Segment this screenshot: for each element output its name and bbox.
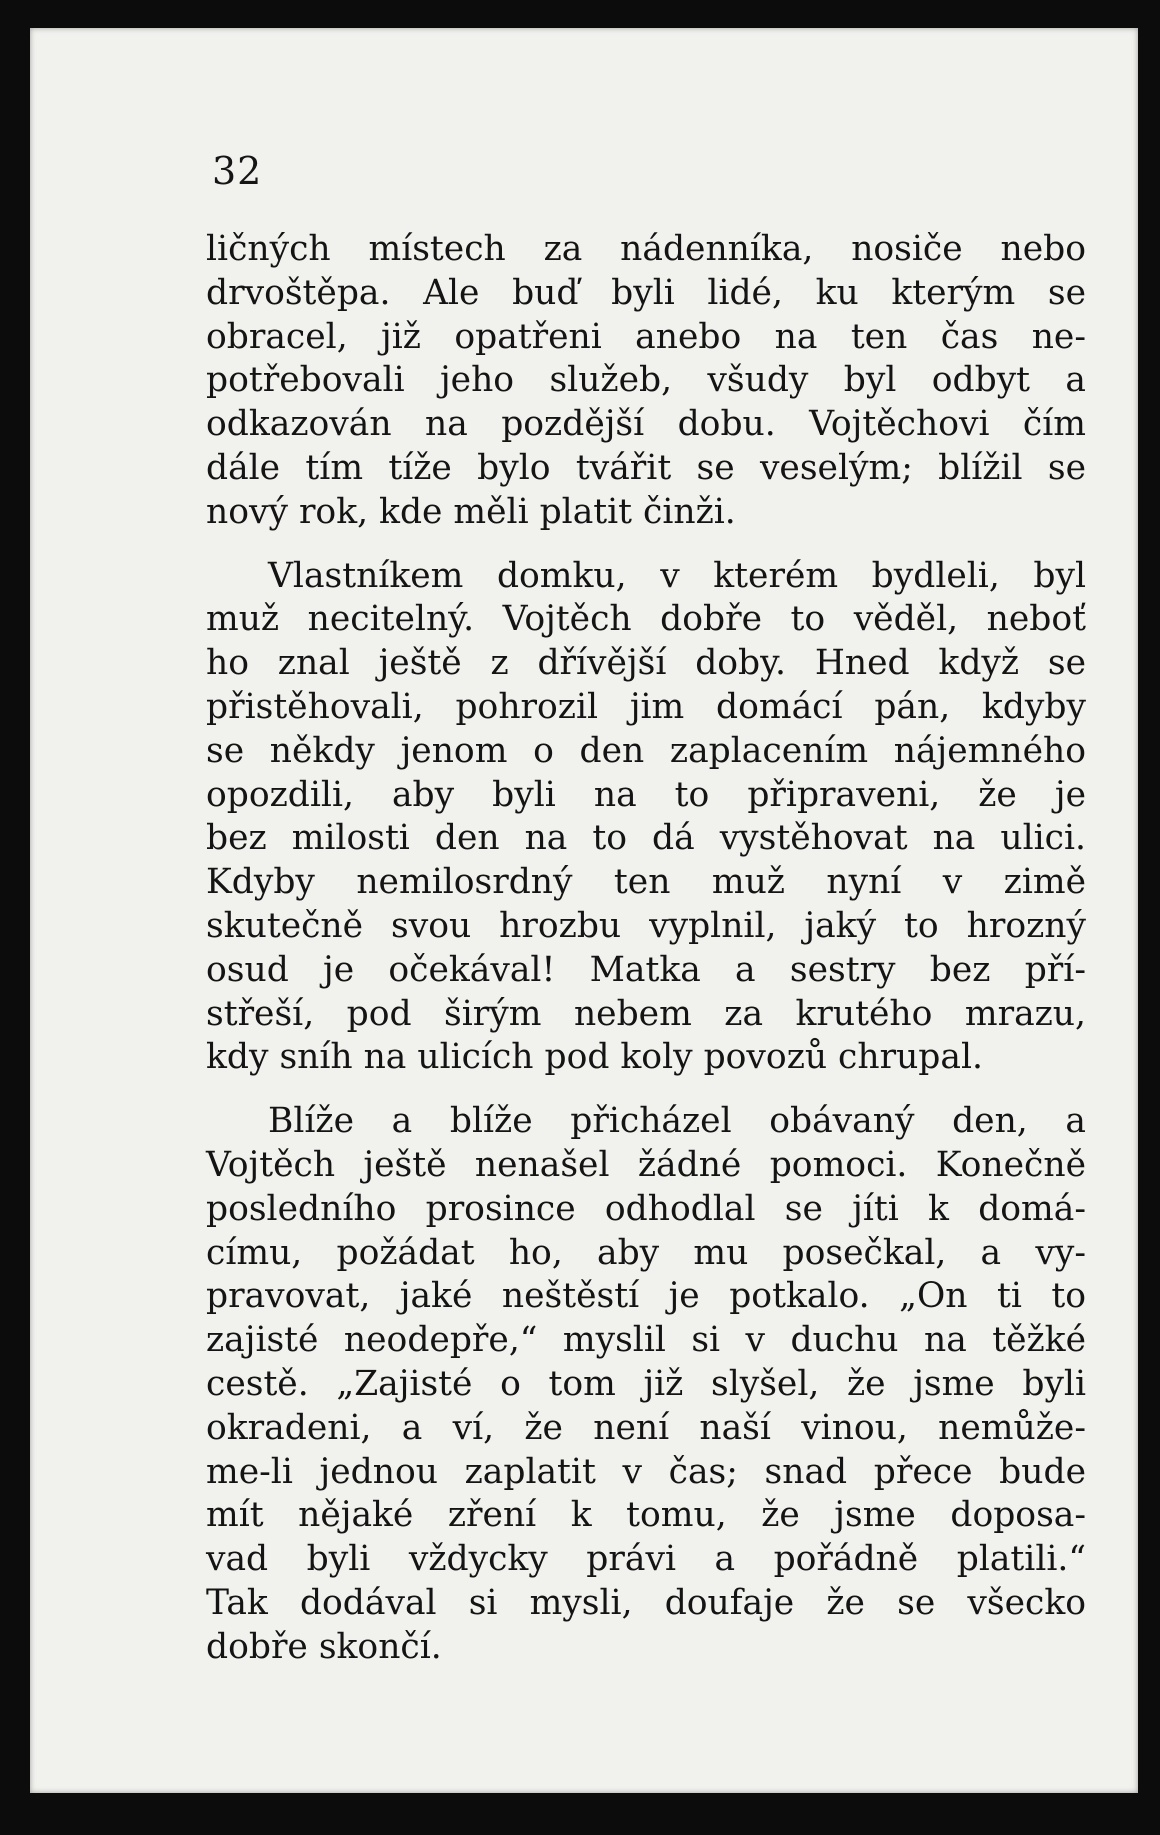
text-line: opozdili, aby byli na to připraveni, že je	[206, 774, 1086, 815]
text-line: cestě. „Zajisté o tom již slyšel, že jsme byli	[206, 1363, 1086, 1404]
text-line: osud je očekával! Matka a sestry bez pří-	[206, 949, 1086, 990]
text-line: kdy sníh na ulicích pod koly povozů chrupal.	[206, 1037, 983, 1078]
text-line: ho znal ještě z dřívější doby. Hned když se	[206, 643, 1086, 684]
text-line: skutečně svou hrozbu vyplnil, jaký to hrozný	[206, 905, 1086, 946]
paragraph-gap	[206, 1080, 1086, 1100]
text-line: odkazován na pozdější dobu. Vojtěchovi čím	[206, 404, 1086, 445]
text-line: přistěhovali, pohrozil jim domácí pán, kdyby	[206, 686, 1086, 727]
text-line: bez milosti den na to dá vystěhovat na ulici.	[206, 818, 1086, 859]
text-line: se někdy jenom o den zaplacením nájemného	[206, 730, 1086, 771]
text-line: dobře skončí.	[206, 1626, 442, 1667]
text-line: Vojtěch ještě nenašel žádné pomoci. Konečně	[206, 1144, 1086, 1185]
paragraph-gap	[206, 535, 1086, 555]
text-line: pravovat, jaké neštěstí je potkalo. „On ti to	[206, 1276, 1086, 1317]
text-line: posledního prosince odhodlal se jíti k domá-	[206, 1188, 1086, 1229]
text-line: střeší, pod širým nebem za krutého mrazu,	[206, 993, 1086, 1034]
text-line: Tak dodával si mysli, doufaje že se všecko	[206, 1582, 1086, 1623]
text-line: muž necitelný. Vojtěch dobře to věděl, neboť	[206, 599, 1086, 640]
text-line: vad byli vždycky právi a pořádně platili.“	[206, 1539, 1086, 1580]
paragraph-2	[206, 555, 1086, 1081]
text-line: drvoštěpa. Ale buď byli lidé, ku kterým se	[206, 272, 1086, 313]
text-line: Kdyby nemilosrdný ten muž nyní v zimě	[206, 862, 1086, 903]
text-line: ličných místech za nádenníka, nosiče nebo	[206, 229, 1086, 269]
text-line: obracel, již opatřeni anebo na ten čas ne-	[206, 316, 1086, 357]
paragraph-3	[206, 1100, 1086, 1669]
text-line: potřebovali jeho služeb, všudy byl odbyt a	[206, 360, 1086, 401]
text-line: okradeni, a ví, že není naší vinou, nemůže-	[206, 1407, 1086, 1448]
body-text	[206, 228, 1086, 1670]
text-line: címu, požádat ho, aby mu posečkal, a vy-	[206, 1232, 1086, 1273]
page-number: 32	[212, 149, 263, 193]
text-line: Vlastníkem domku, v kterém bydleli, byl	[268, 555, 1086, 596]
text-line: zajisté neodepře,“ myslil si v duchu na těžké	[206, 1320, 1086, 1361]
text-line: me-li jednou zaplatit v čas; snad přece bude	[206, 1451, 1086, 1492]
text-line: mít nějaké zření k tomu, že jsme doposa-	[206, 1495, 1086, 1536]
text-line: Blíže a blíže přicházel obávaný den, a	[268, 1101, 1086, 1142]
text-line: dále tím tíže bylo tvářit se veselým; blížil se	[206, 447, 1086, 488]
paragraph-1	[206, 228, 1086, 535]
text-line: nový rok, kde měli platit činži.	[206, 491, 736, 532]
